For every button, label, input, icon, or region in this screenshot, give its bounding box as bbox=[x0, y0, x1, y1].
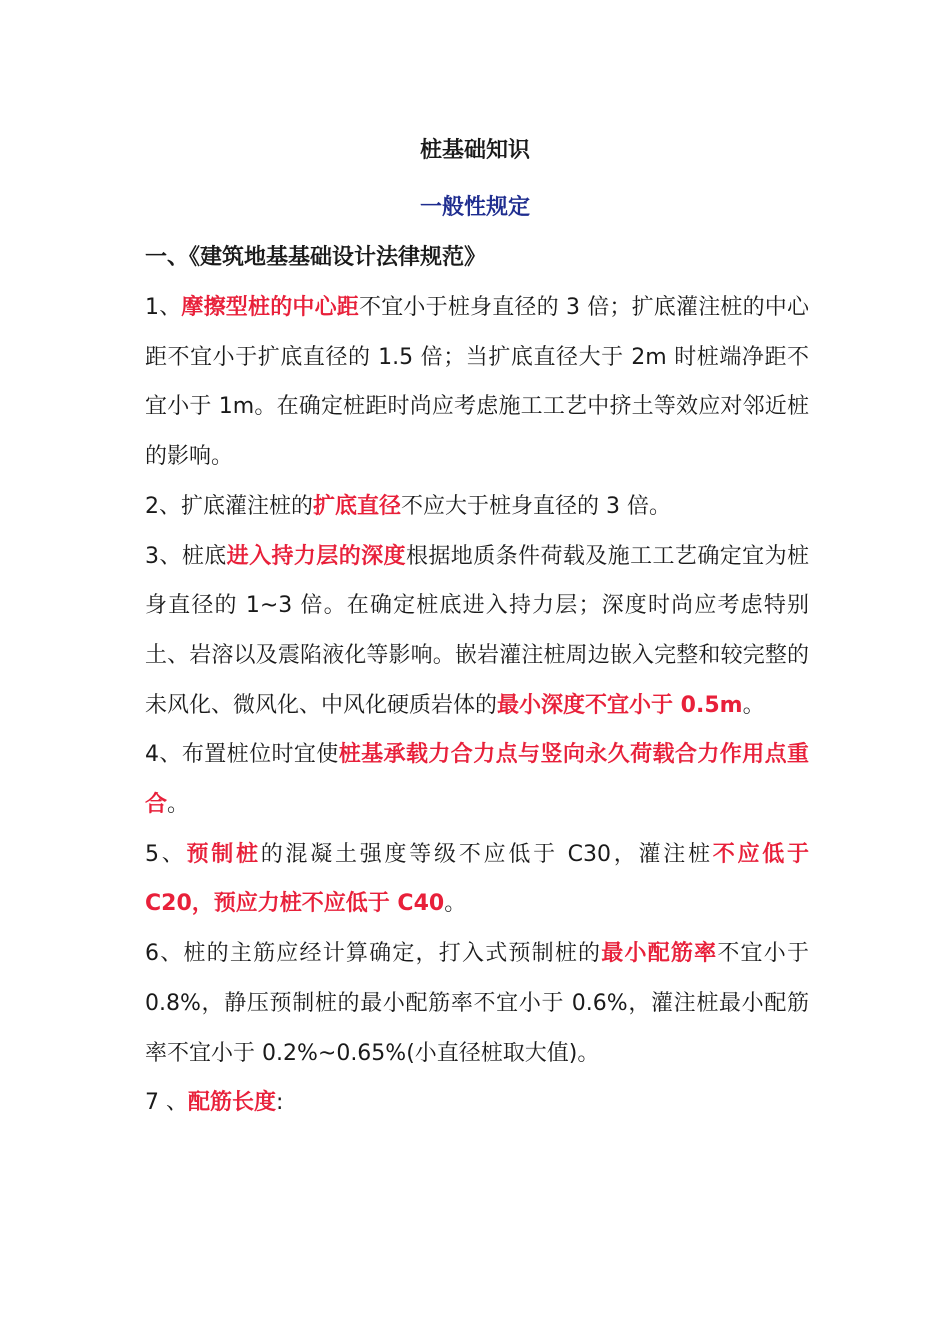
text-span: 2、扩底灌注桩的 bbox=[145, 493, 313, 519]
highlight-span: 最小配筋率 bbox=[601, 941, 718, 967]
text-span: 不应大于桩身直径的 3 倍。 bbox=[401, 493, 671, 519]
highlight-span: 配筋长度 bbox=[188, 1090, 277, 1116]
highlight-span: 预制桩 bbox=[186, 841, 261, 867]
text-span: 1、 bbox=[145, 295, 182, 320]
text-span: : bbox=[276, 1090, 284, 1116]
highlight-span: 最小深度不宜小于 0.5m bbox=[497, 692, 743, 718]
text-span: 6、桩的主筋应经计算确定，打入式预制桩的 bbox=[145, 941, 602, 967]
paragraph bbox=[145, 1078, 809, 1128]
paragraph bbox=[145, 482, 809, 532]
text-span: 7 、 bbox=[145, 1090, 188, 1116]
paragraph bbox=[145, 730, 809, 829]
text-span: 根据地质条件荷载及施工工艺确定宜为桩身直径的 1~3 倍。在确定桩底进入持力层；深度时尚应考虑特别土、岩溶以及震陷液化等影响。嵌岩灌注桩周边嵌入完整和较完整的未风化、微风化、中风化硬质岩体的 bbox=[145, 543, 809, 718]
highlight-span: 桩基承载力合力点与竖向永久荷载合力作用点重合 bbox=[145, 742, 809, 818]
text-span: 。 bbox=[444, 891, 467, 917]
section-heading: 一、《建筑地基基础设计法律规范》 bbox=[145, 245, 487, 270]
text-span: 。 bbox=[167, 792, 190, 818]
text-span: 3、桩底 bbox=[145, 543, 227, 569]
text-span: 不宜小于桩身直径的 3 倍；扩底灌注桩的中心距不宜小于扩底直径的 1.5 倍；当扩底直径大于 2m 时桩端净距不宜小于 1m。在确定桩距时尚应考虑施工工艺中挤土等效应对邻近桩的影响。 bbox=[145, 295, 809, 470]
body-text bbox=[145, 283, 809, 1128]
page-subtitle: 一般性规定 bbox=[419, 195, 530, 220]
text-span: 的混凝土强度等级不应低于 C30，灌注桩 bbox=[260, 841, 713, 867]
paragraph bbox=[145, 532, 809, 731]
highlight-span: 摩擦型桩的中心距 bbox=[181, 295, 360, 320]
page-title: 桩基础知识 bbox=[419, 138, 530, 163]
paragraph bbox=[145, 929, 809, 1078]
text-span: 5、 bbox=[145, 841, 187, 867]
paragraph bbox=[145, 283, 809, 482]
paragraph bbox=[145, 830, 809, 929]
text-span: 不宜小于 0.8%，静压预制桩的最小配筋率不宜小于 0.6%，灌注桩最小配筋率不宜小于 0.2%~0.65%(小直径桩取大值)。 bbox=[145, 941, 809, 1066]
text-span: 4、布置桩位时宜使 bbox=[145, 742, 339, 768]
highlight-span: 进入持力层的深度 bbox=[226, 543, 406, 569]
highlight-span: 不应低于 C20，预应力桩不应低于 C40 bbox=[145, 841, 809, 917]
highlight-span: 扩底直径 bbox=[313, 493, 402, 519]
text-span: 。 bbox=[742, 692, 765, 718]
